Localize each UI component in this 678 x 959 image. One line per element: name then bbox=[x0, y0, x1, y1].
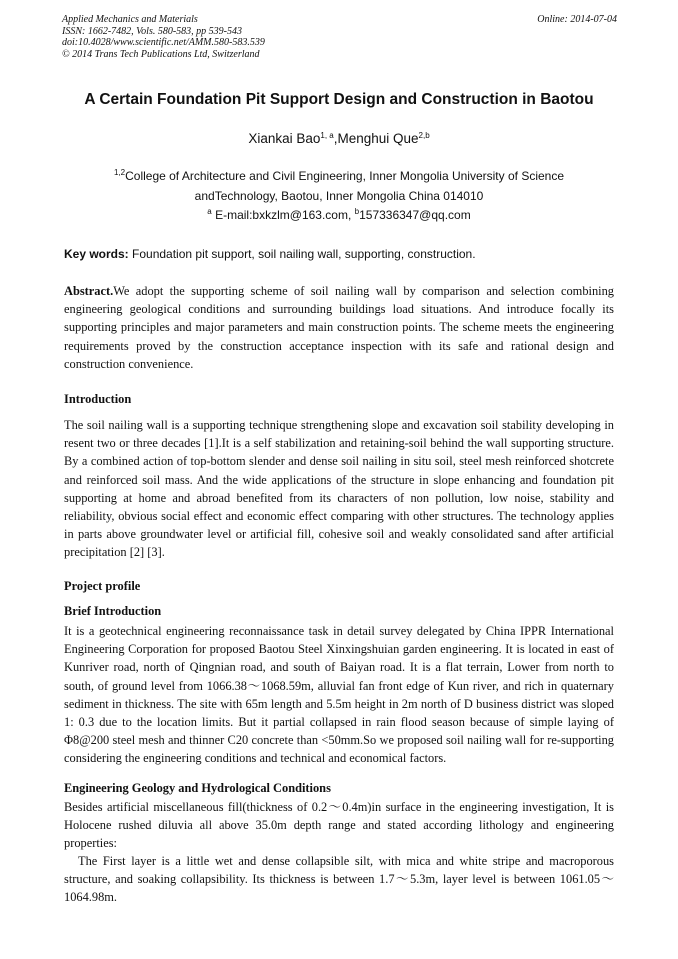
geology-text: Besides artificial miscellaneous fill(thickness of 0.2～0.4m)in surface in the engineering investigation, It is Holocene rushed diluvia all above 35.0m depth range and stated according lithology and engineering properties: bbox=[64, 800, 614, 851]
issn: ISSN: 1662-7482, Vols. 580-583, pp 539-543 bbox=[62, 25, 242, 37]
introduction-heading: Introduction bbox=[64, 392, 132, 406]
email-b: 157336347@qq.com bbox=[359, 208, 471, 222]
email-a: E-mail:bxkzlm@163.com, bbox=[211, 208, 355, 222]
paper-title: A Certain Foundation Pit Support Design and Construction in Baotou bbox=[84, 91, 594, 108]
abstract-text: We adopt the supporting scheme of soil nailing wall by comparison and selection combining engineering geological conditions and surrounding buildings load situations. And introduce focally its supporting principles and major parameters and main construction points. The scheme meets the engineering requirements proved by the construction acceptance inspection with its safe and rational design and construction convenience. bbox=[64, 284, 614, 371]
affiliation-line-1: College of Architecture and Civil Engineering, Inner Mongolia University of Science bbox=[125, 169, 565, 183]
journal-name: Applied Mechanics and Materials bbox=[62, 14, 198, 25]
authors bbox=[0, 131, 678, 146]
geology-heading: Engineering Geology and Hydrological Conditions bbox=[64, 781, 331, 795]
affiliation bbox=[0, 166, 678, 206]
first-layer-text: The First layer is a little wet and dense collapsible silt, with mica and white stripe and macroporous structure, and soaking collapsibility. Its thickness is between 1.7～5.3m, layer level is between 1061.05～1064.98m. bbox=[64, 854, 614, 905]
keywords-text: Foundation pit support, soil nailing wall, supporting, construction. bbox=[128, 247, 476, 261]
abstract-label: Abstract. bbox=[64, 284, 114, 298]
journal-header bbox=[62, 14, 617, 60]
affiliation-sup: 1,2 bbox=[113, 168, 126, 177]
affiliation-line-2: andTechnology, Baotou, Inner Mongolia China 014010 bbox=[194, 189, 484, 203]
online-date: Online: 2014-07-04 bbox=[537, 14, 617, 25]
keywords bbox=[64, 247, 617, 261]
email-b-sup: b bbox=[354, 207, 360, 216]
email-a-sup: a bbox=[207, 207, 212, 216]
author-2-sup: 2,b bbox=[418, 131, 430, 140]
author-2: Menghui Que bbox=[337, 131, 419, 146]
keywords-label: Key words: bbox=[64, 247, 129, 261]
author-1: Xiankai Bao bbox=[248, 131, 321, 146]
introduction-text: The soil nailing wall is a supporting technique strengthening slope and excavation soil stability developing in resent two or three decades [1].It is a self stabilization and retaining-soil behind the wall supporting structure. By a combined action of top-bottom slender and dense soil nailing in situ soil, steel mesh reinforced shotcrete and reinforced soil mass. And the wide applications of the structure in slope enhancing and foundation pit supporting at home and abroad benefited from its characters of non pollution, low noise, stability and reliability, obvious social effect and economic effect comparing with other structures. The technology applies in parts above groundwater level or artificial fill, cohesive soil and weakly consolidated sand after artificial precipitation [2] [3]. bbox=[64, 418, 614, 560]
copyright: © 2014 Trans Tech Publications Ltd, Switzerland bbox=[62, 48, 260, 60]
brief-introduction-text: It is a geotechnical engineering reconnaissance task in detail survey delegated by China IPPR International Engineering Corporation for proposed Baotou Steel Xinxingshuian garden engineering. It is located in east of Kunriver road, north of Qingnian road, and south of Baiyan road. It is a flat terrain, Lower from north to south, of ground level from 1066.38～1068.59m, alluvial fan front edge of Kun river, and rich in quaternary sediment in thickness. The site with 65m length and 5.5m height in 2m north of D business district was sloped 1: 0.3 due to the location limits. But it partial collapsed in rain flood season because of simple laying of Φ8@200 steel mesh and thinner C20 concrete than <50mm.So we proposed soil nailing wall for re-supporting considering the engineering conditions and technical and economical factors. bbox=[64, 624, 614, 766]
emails bbox=[0, 208, 678, 222]
author-separator: , bbox=[333, 131, 338, 146]
project-profile-heading: Project profile bbox=[64, 579, 141, 593]
doi: doi:10.4028/www.scientific.net/AMM.580-583.539 bbox=[62, 37, 265, 48]
brief-introduction-heading: Brief Introduction bbox=[64, 604, 162, 618]
abstract bbox=[64, 282, 614, 373]
author-1-sup: 1, a bbox=[320, 131, 334, 140]
